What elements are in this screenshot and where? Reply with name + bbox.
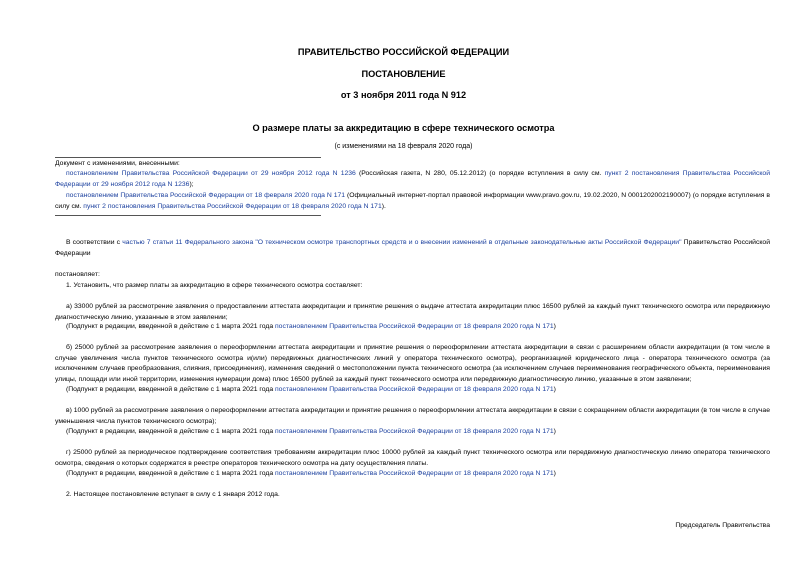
changes-intro: Документ с изменениями, внесенными: bbox=[55, 160, 180, 167]
link-resolution-171[interactable]: постановлением Правительства Российской Федерации от 18 февраля 2020 года N 171 bbox=[66, 192, 346, 199]
amendment-note-b: (Подпункт в редакции, введенной в действие с 1 марта 2021 года постановлением Правительства Российской Федерации от 18 февраля 2020 года N 171) bbox=[66, 386, 556, 393]
amendment-note-g: (Подпункт в редакции, введенной в действие с 1 марта 2021 года постановлением Правительства Российской Федерации от 18 февраля 2020 года N 171) bbox=[66, 470, 556, 477]
clause-1: 1. Установить, что размер платы за аккредитацию в сфере технического осмотра составляет: bbox=[66, 282, 363, 289]
government-heading: ПРАВИТЕЛЬСТВО РОССИЙСКОЙ ФЕДЕРАЦИИ bbox=[297, 47, 510, 57]
clause-2: 2. Настоящее постановление вступает в силу с 1 января 2012 года. bbox=[66, 491, 280, 498]
clause-g: г) 25000 рублей за периодическое подтверждение соответствия требованиям аккредитации плюс 10000 рублей за каждый пункт технического осмотра или передвижную диагностическую линию оператора технического осмотра, сведения о которых содержатся в реестре операторов технического осмотра на дату осуществления платы. bbox=[55, 449, 770, 467]
link-amend-v[interactable]: постановлением Правительства Российской Федерации от 18 февраля 2020 года N 171 bbox=[275, 428, 554, 435]
document-title: О размере платы за аккредитацию в сфере технического осмотра bbox=[252, 123, 555, 133]
changes-note: (с изменениями на 18 февраля 2020 года) bbox=[334, 143, 473, 150]
document-date-number: от 3 ноября 2011 года N 912 bbox=[340, 90, 467, 100]
link-amend-a[interactable]: постановлением Правительства Российской Федерации от 18 февраля 2020 года N 171 bbox=[275, 323, 554, 330]
link-resolution-1236-p2[interactable]: пункт 2 постановления Правительства Российской Федерации от 29 ноября 2012 года N 1236 bbox=[55, 170, 770, 188]
clause-v: в) 1000 рублей за рассмотрение заявления о переоформлении аттестата аккредитации и принятие решения о переоформлении аттестата аккредитации в связи с сокращением области аккредитации (в том числе в случае уменьшения числа пунктов технического осмотра); bbox=[55, 407, 770, 425]
postanovlyaet: постановляет: bbox=[55, 271, 100, 278]
amendment-note-v: (Подпункт в редакции, введенной в действие с 1 марта 2021 года постановлением Правительства Российской Федерации от 18 февраля 2020 года N 171) bbox=[66, 428, 556, 435]
link-federal-law[interactable]: частью 7 статьи 11 Федерального закона "О техническом осмотре транспортных средств и о внесении изменений в отдельные законодательные акты Российской Федерации" bbox=[122, 239, 682, 246]
preamble: В соответствии с частью 7 статьи 11 Федерального закона "О техническом осмотре транспортных средств и о внесении изменений в отдельные законодательные акты Российской Федерации" Правительство Российской Федерации bbox=[55, 239, 770, 257]
changes-item-2: постановлением Правительства Российской Федерации от 18 февраля 2020 года N 171 (Официальный интернет-портал правовой информации www.pravo.gov.ru, 19.02.2020, N 0001202002190007) (о порядке вступления в силу см. пункт 2 постановления Правительства Российской Федерации от 18 февраля 2020 года N 171). bbox=[55, 192, 770, 210]
link-amend-g[interactable]: постановлением Правительства Российской Федерации от 18 февраля 2020 года N 171 bbox=[275, 470, 554, 477]
document-type: ПОСТАНОВЛЕНИЕ bbox=[361, 69, 446, 79]
link-resolution-171-p2[interactable]: пункт 2 постановления Правительства Российской Федерации от 18 февраля 2020 года N 171 bbox=[83, 202, 382, 210]
clause-b: б) 25000 рублей за рассмотрение заявления о переоформлении аттестата аккредитации и принятие решения о переоформлении аттестата аккредитации в связи с расширением области аккредитации (в том числе в случае увеличения числа пунктов технического осмотра и(или) передвижных диагностических линий у оператора технического осмотра), реорганизацией юридического лица - оператора технического осмотра (за исключением случаев преобразования, слияния, присоединения), изменения сведений о местоположении пункта технического осмотра (за исключением случаев переименования географического объекта, переименования улицы, площади или иной территории, изменения нумерации дома) плюс 16500 рублей за каждый пункт технического осмотра или передвижную диагностическую линию, указанные в этом заявлении; bbox=[55, 344, 770, 383]
signature: Председатель Правительства bbox=[675, 522, 770, 529]
link-amend-b[interactable]: постановлением Правительства Российской Федерации от 18 февраля 2020 года N 171 bbox=[275, 386, 554, 393]
clause-a: а) 33000 рублей за рассмотрение заявления о предоставлении аттестата аккредитации и принятие решения о выдаче аттестата аккредитации плюс 16500 рублей за каждый пункт технического осмотра или передвижную диагностическую линию, указанные в этом заявлении; bbox=[55, 303, 770, 321]
divider-bottom bbox=[55, 215, 321, 216]
divider-top bbox=[55, 157, 321, 158]
link-resolution-1236[interactable]: постановлением Правительства Российской Федерации от 29 ноября 2012 года N 1236 bbox=[66, 170, 356, 177]
amendment-note-a: (Подпункт в редакции, введенной в действие с 1 марта 2021 года постановлением Правительства Российской Федерации от 18 февраля 2020 года N 171) bbox=[66, 323, 556, 330]
changes-item-1: постановлением Правительства Российской Федерации от 29 ноября 2012 года N 1236 (Российская газета, N 280, 05.12.2012) (о порядке вступления в силу см. пункт 2 постановления Правительства Российской Федерации от 29 ноября 2012 года N 1236); bbox=[55, 170, 770, 188]
